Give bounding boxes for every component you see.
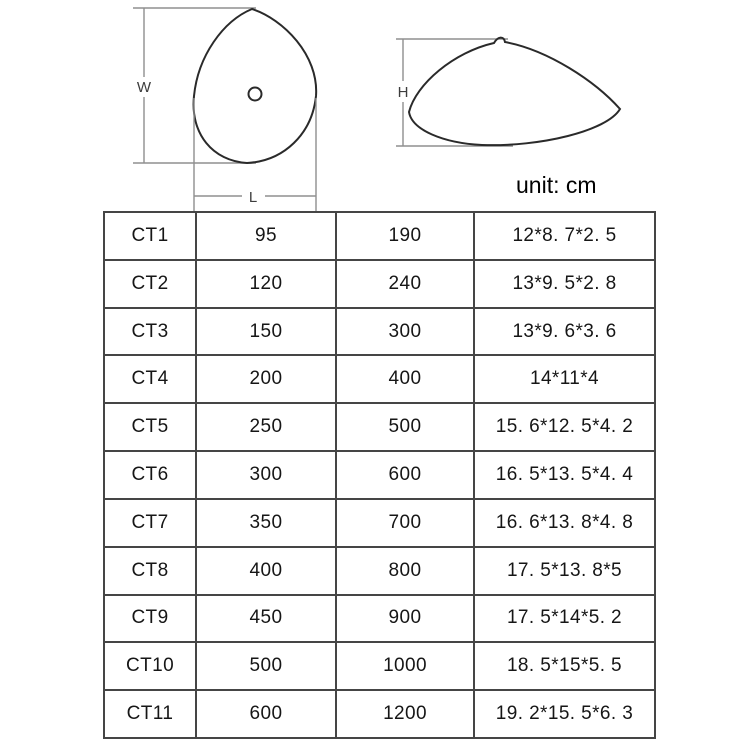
value-cell: 240 [336, 260, 474, 308]
value-cell: 16. 6*13. 8*4. 8 [474, 499, 655, 547]
table-row [104, 642, 655, 690]
value-cell: 200 [196, 355, 336, 403]
table-row [104, 403, 655, 451]
model-cell: CT6 [104, 451, 196, 499]
value-cell: 13*9. 5*2. 8 [474, 260, 655, 308]
unit-label: unit: cm [516, 172, 597, 198]
model-cell: CT4 [104, 355, 196, 403]
model-cell: CT5 [104, 403, 196, 451]
width-label: W [136, 79, 152, 96]
value-cell: 700 [336, 499, 474, 547]
model-cell: CT2 [104, 260, 196, 308]
value-cell: 17. 5*13. 8*5 [474, 547, 655, 595]
model-cell: CT7 [104, 499, 196, 547]
value-cell: 1200 [336, 690, 474, 738]
table-row [104, 451, 655, 499]
value-cell: 800 [336, 547, 474, 595]
dimension-diagrams [0, 0, 750, 213]
height-label: H [397, 84, 409, 101]
value-cell: 250 [196, 403, 336, 451]
model-cell: CT9 [104, 595, 196, 643]
value-cell: 95 [196, 212, 336, 260]
model-cell: CT1 [104, 212, 196, 260]
front-view-diagram [133, 8, 316, 212]
value-cell: 150 [196, 308, 336, 356]
value-cell: 19. 2*15. 5*6. 3 [474, 690, 655, 738]
value-cell: 500 [196, 642, 336, 690]
size-spec-table [103, 211, 656, 739]
value-cell: 14*11*4 [474, 355, 655, 403]
value-cell: 12*8. 7*2. 5 [474, 212, 655, 260]
value-cell: 400 [336, 355, 474, 403]
table-row [104, 355, 655, 403]
value-cell: 450 [196, 595, 336, 643]
value-cell: 17. 5*14*5. 2 [474, 595, 655, 643]
table-row [104, 308, 655, 356]
value-cell: 15. 6*12. 5*4. 2 [474, 403, 655, 451]
value-cell: 13*9. 6*3. 6 [474, 308, 655, 356]
value-cell: 300 [196, 451, 336, 499]
model-cell: CT3 [104, 308, 196, 356]
value-cell: 300 [336, 308, 474, 356]
model-cell: CT8 [104, 547, 196, 595]
table-row [104, 547, 655, 595]
value-cell: 1000 [336, 642, 474, 690]
value-cell: 120 [196, 260, 336, 308]
table-row [104, 212, 655, 260]
teardrop-outline [194, 9, 317, 163]
value-cell: 600 [336, 451, 474, 499]
table-row [104, 499, 655, 547]
value-cell: 600 [196, 690, 336, 738]
value-cell: 16. 5*13. 5*4. 4 [474, 451, 655, 499]
nipple-icon [249, 88, 262, 101]
model-cell: CT10 [104, 642, 196, 690]
table-row [104, 260, 655, 308]
length-label: L [248, 189, 258, 206]
table-row [104, 690, 655, 738]
table-row [104, 595, 655, 643]
value-cell: 900 [336, 595, 474, 643]
value-cell: 350 [196, 499, 336, 547]
value-cell: 400 [196, 547, 336, 595]
profile-outline [409, 38, 620, 146]
model-cell: CT11 [104, 690, 196, 738]
value-cell: 190 [336, 212, 474, 260]
side-view-diagram [396, 38, 620, 146]
value-cell: 500 [336, 403, 474, 451]
value-cell: 18. 5*15*5. 5 [474, 642, 655, 690]
